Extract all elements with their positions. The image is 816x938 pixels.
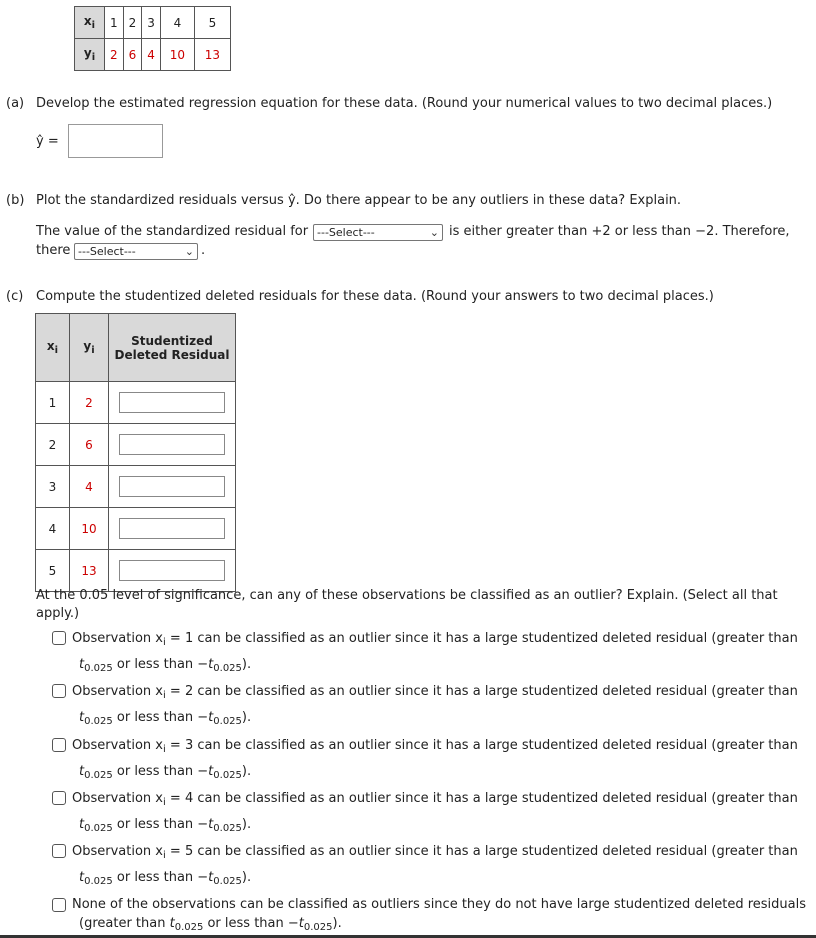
checkbox[interactable] [52, 898, 66, 912]
outlier-option-2[interactable]: Observation $x_i = 2$ can be classified as an outlier since it has a large studentized deleted residual (greater than $t_{0.025}$ or less than $-t_{0.025}$). [52, 681, 812, 733]
studentized-header: Studentized Deleted Residual [109, 314, 236, 382]
x-value: 4 [160, 7, 194, 39]
part-c-prompt: Compute the studentized deleted residuals for these data. (Round your answers to two decimal places.) [36, 289, 714, 304]
outlier-option-5[interactable]: Observation $x_i = 5$ can be classified as an outlier since it has a large studentized deleted residual (greater than $t_{0.025}$ or less than $-t_{0.025}$). [52, 841, 812, 893]
part-b-sentence-3: there [36, 243, 71, 258]
x-value: 3 [36, 466, 70, 508]
part-b-sentence-end: . [201, 243, 206, 258]
x-value: 1 [36, 382, 70, 424]
x-value: 2 [123, 7, 142, 39]
residual-cell [109, 466, 236, 508]
outlier-conclusion-select-value: ---Select--- [78, 245, 136, 258]
x-value: 1 [105, 7, 124, 39]
x-value: 5 [36, 550, 70, 592]
part-a-prompt: Develop the estimated regression equation for these data. (Round your numerical values to two decimal places.) [36, 96, 773, 111]
outlier-option-3[interactable]: Observation $x_i = 3$ can be classified as an outlier since it has a large studentized deleted residual (greater than $t_{0.025}$ or less than $-t_{0.025}$). [52, 735, 812, 787]
y-value: 6 [123, 39, 142, 71]
part-a-label: (a) [6, 96, 25, 111]
outlier-question: At the 0.05 level of significance, can any of these observations be classified as an outlier? Explain. (Select all that apply.) [36, 588, 778, 621]
residual-input-4[interactable] [119, 518, 225, 539]
checkbox[interactable] [52, 631, 66, 645]
part-b-sentence-1: The value of the standardized residual for [36, 224, 309, 239]
y-value: 2 [70, 382, 109, 424]
data-table [74, 6, 231, 71]
observation-select-value: ---Select--- [317, 226, 375, 239]
y-header: $y_i$ [70, 314, 109, 382]
table-row [36, 424, 236, 466]
y-value: 13 [194, 39, 230, 71]
table-row [36, 466, 236, 508]
part-b-prompt: Plot the standardized residuals versus ŷ. Do there appear to be any outliers in these data? Explain. [36, 193, 682, 208]
part-c-label: (c) [6, 289, 24, 304]
y-value: 10 [70, 508, 109, 550]
residual-input-3[interactable] [119, 476, 225, 497]
x-header: $x_i$ [36, 314, 70, 382]
table-row [36, 508, 236, 550]
part-b-sentence-2: is either greater than +2 or less than −2. Therefore, [449, 224, 790, 239]
part-b-label: (b) [6, 193, 25, 208]
outlier-option-4[interactable]: Observation $x_i = 4$ can be classified as an outlier since it has a large studentized deleted residual (greater than $t_{0.025}$ or less than $-t_{0.025}$). [52, 788, 812, 840]
table-row [36, 382, 236, 424]
residual-input-5[interactable] [119, 560, 225, 581]
checkbox[interactable] [52, 791, 66, 805]
residual-input-1[interactable] [119, 392, 225, 413]
y-value: 4 [70, 466, 109, 508]
x-value: 4 [36, 508, 70, 550]
residual-cell [109, 508, 236, 550]
table-row [36, 550, 236, 592]
residual-cell [109, 382, 236, 424]
outlier-conclusion-select[interactable] [74, 243, 198, 260]
checkbox[interactable] [52, 738, 66, 752]
residual-cell [109, 424, 236, 466]
y-header: $y_i$ [75, 39, 105, 71]
outlier-option-none[interactable]: None of the observations can be classified as outliers since they do not have large studentized deleted residuals (greater than $t_{0.025}$ or less than $-t_{0.025}$). [52, 895, 812, 937]
x-value: 2 [36, 424, 70, 466]
y-value: 2 [105, 39, 124, 71]
yhat-label: ŷ = [36, 134, 59, 149]
y-value: 10 [160, 39, 194, 71]
checkbox[interactable] [52, 844, 66, 858]
x-value: 3 [142, 7, 161, 39]
checkbox[interactable] [52, 684, 66, 698]
residual-table [35, 313, 236, 592]
outlier-option-1[interactable]: Observation $x_i = 1$ can be classified as an outlier since it has a large studentized deleted residual (greater than $t_{0.025}$ or less than $-t_{0.025}$). [52, 628, 812, 680]
y-value: 4 [142, 39, 161, 71]
residual-cell [109, 550, 236, 592]
x-header: $x_i$ [75, 7, 105, 39]
y-value: 13 [70, 550, 109, 592]
residual-input-2[interactable] [119, 434, 225, 455]
y-value: 6 [70, 424, 109, 466]
chevron-down-icon: ⌄ [429, 226, 439, 239]
x-value: 5 [194, 7, 230, 39]
observation-select[interactable] [313, 224, 443, 241]
chevron-down-icon: ⌄ [184, 245, 194, 258]
regression-equation-input[interactable] [68, 124, 163, 158]
